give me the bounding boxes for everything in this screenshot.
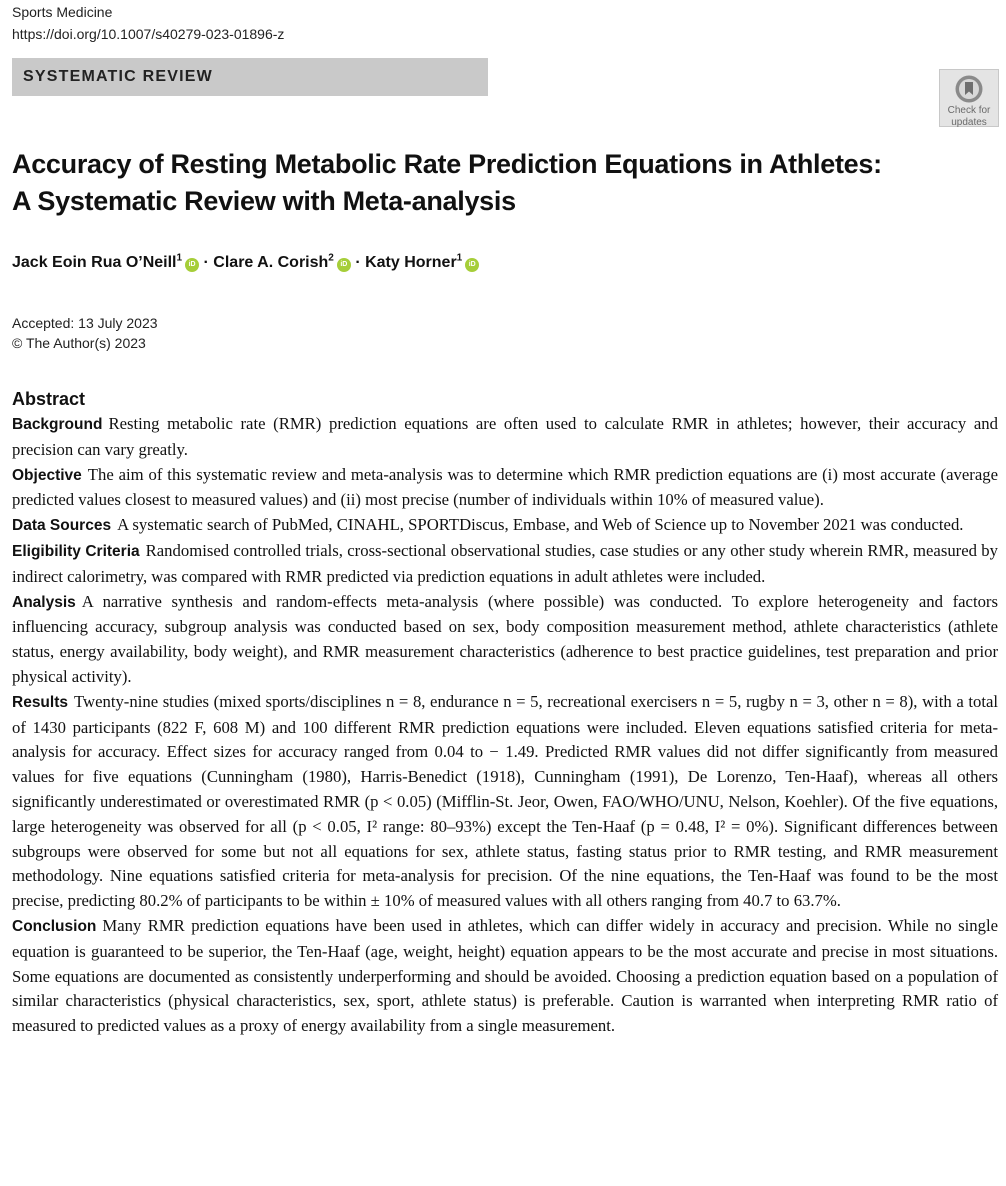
section-label: Analysis: [12, 593, 76, 611]
abstract-data-sources: [12, 513, 998, 539]
section-label: Results: [12, 693, 68, 711]
section-label: Objective: [12, 466, 82, 484]
article-type-banner: [12, 58, 488, 96]
abstract-eligibility-criteria: [12, 539, 998, 590]
title-line-2: A Systematic Review with Meta-analysis: [12, 186, 516, 216]
section-text: Many RMR prediction equations have been used in athletes, which can differ widely in accuracy and precision. While no single equation is guaranteed to be superior, the Ten-Haaf (age, weight, height) equation appears to be the most accurate and precise in most situations. Some equations are documented as consistently underperforming and should be avoided. Choosing a prediction equation based on a population of similar characteristics (physical characteristics, sex, sport, athlete status) is preferable. Caution is warranted when interpreting RMR ratio of measured to predicted values as a proxy of energy availability from a single measurement.: [12, 915, 998, 1036]
section-label: Conclusion: [12, 917, 97, 935]
section-text: A narrative synthesis and random-effects meta-analysis (where possible) was conducted. To explore heterogeneity and factors influencing accuracy, subgroup analysis was conducted based on sex, body composition measurement method, athlete characteristics (athlete status, energy availability, body weight), and RMR measurement characteristics (adherence to best practice guidelines, test preparation and prior physical activity).: [12, 591, 998, 686]
author-affiliation: 1: [176, 252, 183, 264]
abstract-conclusion: [12, 914, 998, 1039]
orcid-icon[interactable]: iD: [337, 258, 351, 272]
section-text: The aim of this systematic review and meta-analysis was to determine which RMR prediction equations are (i) most accurate (average predicted values closest to measured values) and (ii) most precise (number of individuals within 10% of measured value).: [12, 464, 998, 510]
section-text: Randomised controlled trials, cross-sectional observational studies, case studies or any other study wherein RMR, measured by indirect calorimetry, was compared with RMR predicted via prediction equations in adult athletes were included.: [12, 540, 998, 586]
section-label: Eligibility Criteria: [12, 542, 140, 560]
author-affiliation: 2: [328, 252, 334, 264]
journal-name: Sports Medicine: [12, 4, 113, 20]
author-affiliation: 1: [456, 252, 463, 264]
check-for-updates-line2: updates: [951, 117, 987, 128]
abstract-analysis: [12, 590, 998, 690]
section-text: A systematic search of PubMed, CINAHL, SPORTDiscus, Embase, and Web of Science up to November 2021 was conducted.: [117, 515, 964, 535]
author-list: [12, 252, 479, 274]
section-text: Twenty-nine studies (mixed sports/disciplines n = 8, endurance n = 5, recreational exercisers n = 5, rugby n = 3, other n = 8), with a total of 1430 participants (822 F, 608 M) and 100 different RMR prediction equations were included. Eleven equations satisfied criteria for meta-analysis for accuracy. Effect sizes for accuracy ranged from 0.04 to − 1.49. Predicted RMR values did not differ significantly from measured values for five equations (Cunningham (1980), Harris-Benedict (1918), Cunningham (1991), De Lorenzo, Ten-Haaf), whereas all others significantly underestimated or overestimated RMR (p < 0.05) (Mifflin-St. Jeor, Owen, FAO/WHO/UNU, Nelson, Koehler). Of the five equations, large heterogeneity was observed for all (p < 0.05, I² range: 80–93%) except the Ten-Haaf (p = 0.48, I² = 0%). Significant differences between subgroups were observed for some but not all equations for sex, athlete status, fasting status prior to RMR testing, and RMR measurement methodology. Nine equations satisfied criteria for meta-analysis for precision. Of the nine equations, the Ten-Haaf was found to be the most precise, predicting 80.2% of participants to be within ± 10% of measured values with all others ranging from 40.7 to 63.7%.: [12, 691, 998, 911]
abstract-heading: Abstract: [12, 389, 86, 409]
abstract-objective: [12, 463, 998, 514]
section-label: Background: [12, 416, 103, 433]
article-type-label: SYSTEMATIC REVIEW: [23, 68, 213, 85]
abstract-body: [12, 412, 998, 1039]
abstract-results: [12, 690, 998, 914]
accepted-date: Accepted: 13 July 2023: [12, 315, 158, 331]
author-name[interactable]: Katy Horner: [365, 254, 457, 271]
article-title: [12, 146, 972, 220]
check-for-updates-line1: Check for: [947, 105, 991, 116]
author-name[interactable]: Clare A. Corish: [213, 254, 329, 271]
author-separator: ·: [203, 254, 209, 271]
doi-link[interactable]: https://doi.org/10.1007/s40279-023-01896-z: [12, 26, 285, 42]
title-line-1: Accuracy of Resting Metabolic Rate Prediction Equations in Athletes:: [12, 149, 882, 179]
author-name[interactable]: Jack Eoin Rua O’Neill: [12, 254, 177, 271]
section-text: Resting metabolic rate (RMR) prediction equations are often used to calculate RMR in athletes; however, their accuracy and precision can vary greatly.: [12, 414, 998, 459]
orcid-icon[interactable]: iD: [185, 258, 199, 272]
author-separator: ·: [355, 254, 361, 271]
copyright-notice: © The Author(s) 2023: [12, 335, 146, 351]
abstract-background: [12, 412, 998, 463]
check-for-updates-badge[interactable]: [939, 69, 999, 127]
orcid-icon[interactable]: iD: [465, 258, 479, 272]
bookmark-ribbon-icon: [954, 74, 984, 104]
section-label: Data Sources: [12, 517, 112, 535]
